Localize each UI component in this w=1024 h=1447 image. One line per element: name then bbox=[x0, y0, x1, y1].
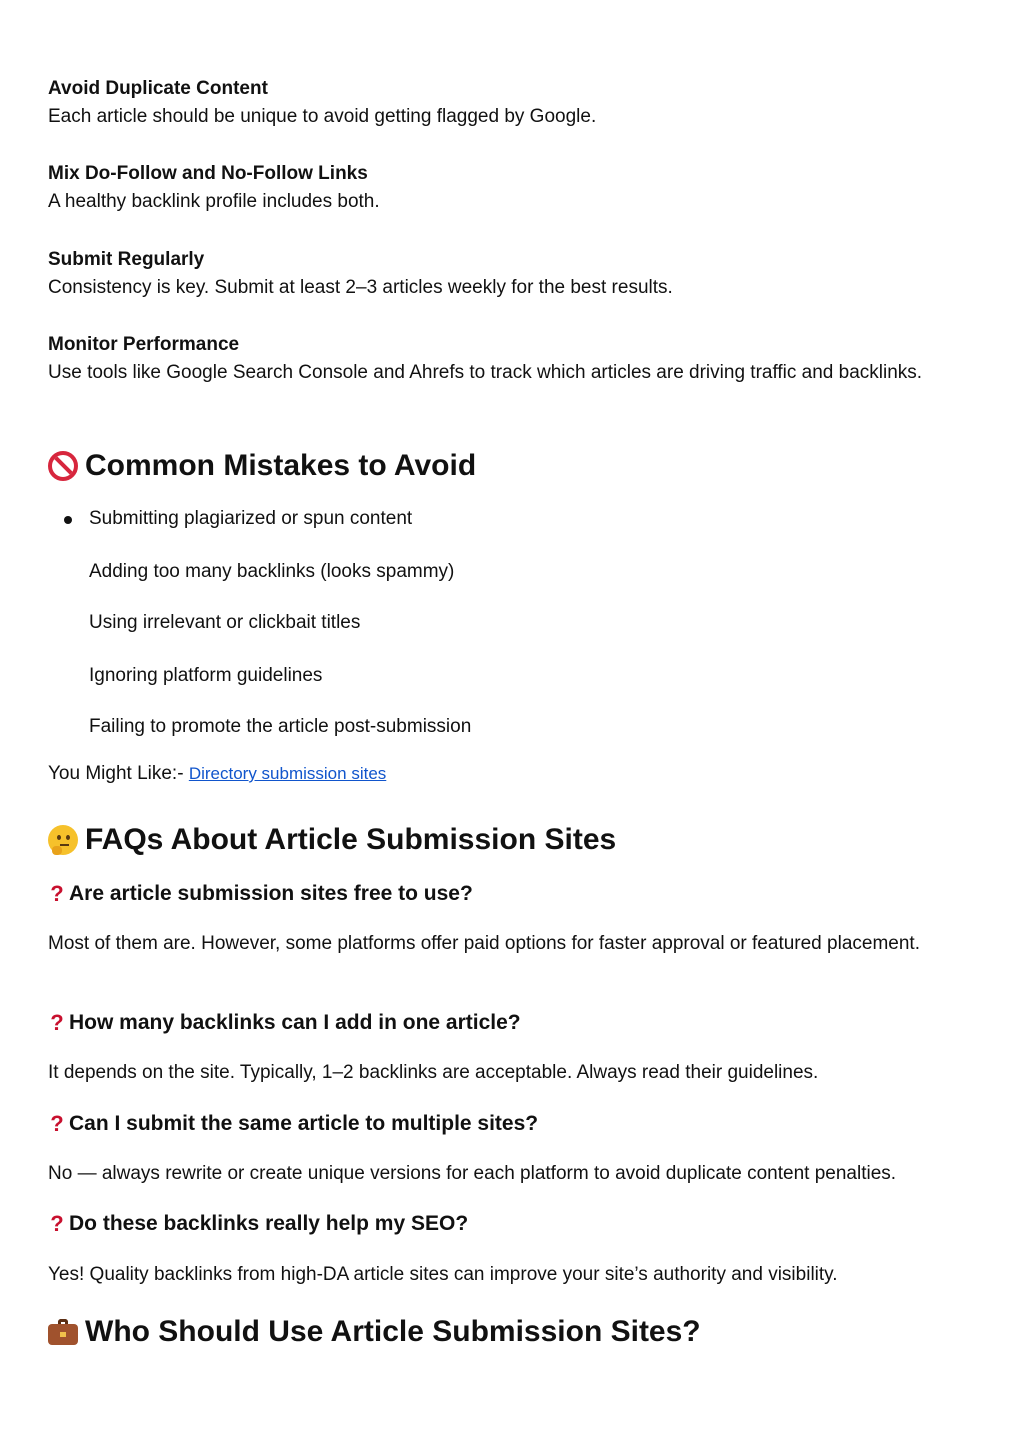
tip-title: Mix Do-Follow and No-Follow Links bbox=[48, 163, 368, 184]
faqs-heading bbox=[48, 820, 616, 860]
question-mark-icon: ? bbox=[50, 1111, 64, 1136]
tip-title: Submit Regularly bbox=[48, 249, 205, 270]
who-should-use-heading-text: Who Should Use Article Submission Sites? bbox=[85, 1315, 701, 1348]
question-mark-icon: ? bbox=[50, 1010, 64, 1035]
mistakes-heading-text: Common Mistakes to Avoid bbox=[85, 449, 477, 482]
faq-answer: It depends on the site. Typically, 1–2 backlinks are acceptable. Always read their guidelines. bbox=[48, 1062, 819, 1083]
list-item: Using irrelevant or clickbait titles bbox=[89, 612, 361, 633]
tip-text: Consistency is key. Submit at least 2–3 articles weekly for the best results. bbox=[48, 277, 673, 298]
tip-title: Monitor Performance bbox=[48, 334, 240, 355]
tip-text: Use tools like Google Search Console and Ahrefs to track which articles are driving traffic and backlinks. bbox=[48, 362, 923, 383]
thinking-face-icon bbox=[48, 825, 78, 855]
question-mark-icon: ? bbox=[50, 881, 64, 906]
you-might-like bbox=[48, 760, 973, 788]
faq-question bbox=[48, 879, 473, 909]
tip-text: Each article should be unique to avoid getting flagged by Google. bbox=[48, 106, 597, 127]
you-might-like-label: You Might Like:- bbox=[48, 763, 189, 784]
briefcase-icon bbox=[48, 1317, 78, 1347]
faq-answer: Yes! Quality backlinks from high-DA article sites can improve your site’s authority and visibility. bbox=[48, 1264, 838, 1285]
who-should-use-heading bbox=[48, 1312, 701, 1352]
faq-question-text: Can I submit the same article to multiple sites? bbox=[69, 1112, 539, 1135]
list-item: Ignoring platform guidelines bbox=[89, 665, 323, 686]
faq-answer: Most of them are. However, some platforms offer paid options for faster approval or featured placement. bbox=[48, 933, 920, 954]
faq-question bbox=[48, 1109, 538, 1139]
faq-question bbox=[48, 1209, 468, 1239]
faq-answer: No — always rewrite or create unique versions for each platform to avoid duplicate content penalties. bbox=[48, 1163, 897, 1184]
list-item: Failing to promote the article post-submission bbox=[89, 716, 472, 737]
list-item: Adding too many backlinks (looks spammy) bbox=[89, 561, 455, 582]
directory-submission-link[interactable]: Directory submission sites bbox=[188, 764, 387, 783]
prohibited-icon bbox=[48, 451, 78, 481]
faq-question-text: Do these backlinks really help my SEO? bbox=[69, 1212, 469, 1235]
faq-question bbox=[48, 1008, 521, 1038]
list-item: Submitting plagiarized or spun content bbox=[89, 508, 413, 529]
faq-question-text: Are article submission sites free to use? bbox=[69, 882, 473, 905]
tip-title: Avoid Duplicate Content bbox=[48, 78, 268, 99]
question-mark-icon: ? bbox=[50, 1211, 64, 1236]
bullet-dot bbox=[64, 516, 72, 524]
tip-text: A healthy backlink profile includes both. bbox=[48, 191, 380, 212]
faqs-heading-text: FAQs About Article Submission Sites bbox=[85, 823, 617, 856]
faq-question-text: How many backlinks can I add in one article? bbox=[69, 1011, 521, 1034]
mistakes-heading bbox=[48, 446, 476, 486]
